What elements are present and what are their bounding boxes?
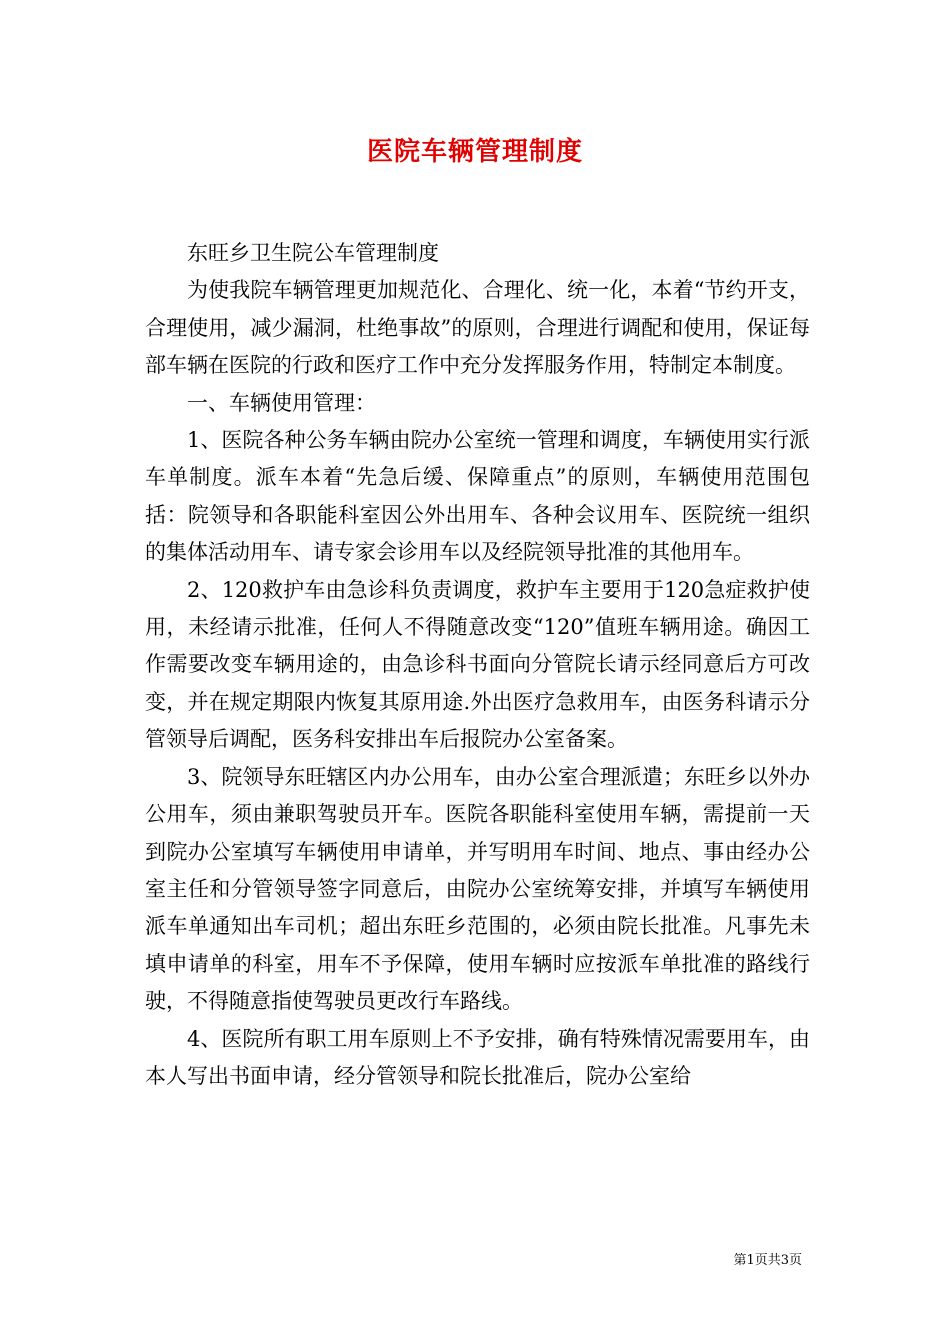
paragraph-item-2: 2、120救护车由急诊科负责调度，救护车主要用于120急症救护使用，未经请示批准，任何人不得随意改变“120”值班车辆用途。确因工作需要改变车辆用途的，由急诊科书面向分管院长请示经同意后方可改变，并在规定期限内恢复其原用途.外出医疗急救用车，由医务科请示分管领导后调配，医务科安排出车后报院办公室备案。	[145, 577, 810, 752]
document-title: 医院车辆管理制度	[366, 137, 583, 167]
paragraph-item-1: 1、医院各种公务车辆由院办公室统一管理和调度，车辆使用实行派车单制度。派车本着“先急后缓、保障重点”的原则，车辆使用范围包括：院领导和各职能科室因公外出用车、各种会议用车、医院统一组织的集体活动用车、请专家会诊用车以及经院领导批准的其他用车。	[145, 428, 810, 565]
section-heading: 一、车辆使用管理：	[187, 390, 376, 415]
document-body	[145, 235, 810, 1095]
paragraph-item-3: 3、院领导东旺辖区内办公用车，由办公室合理派遣；东旺乡以外办公用车，须由兼职驾驶员开车。医院各职能科室使用车辆，需提前一天到院办公室填写车辆使用申请单，并写明用车时间、地点、事由经办公室主任和分管领导签字同意后，由院办公室统筹安排，并填写车辆使用派车单通知出车司机；超出东旺乡范围的，必须由院长批准。凡事先未填申请单的科室，用车不予保障，使用车辆时应按派车单批准的路线行驶，不得随意指使驾驶员更改行车路线。	[145, 764, 810, 1014]
document-subtitle: 东旺乡卫生院公车管理制度	[187, 241, 439, 265]
paragraph-intro: 为使我院车辆管理更加规范化、合理化、统一化，本着“节约开支，合理使用，减少漏洞，杜绝事故”的原则，合理进行调配和使用，保证每部车辆在医院的行政和医疗工作中充分发挥服务作用，特制定本制度。	[145, 278, 810, 378]
paragraph-item-4: 4、医院所有职工用车原则上不予安排，确有特殊情况需要用车，由本人写出书面申请，经分管领导和院长批准后，院办公室给	[145, 1026, 810, 1088]
page-number: 第1页共3页	[733, 1253, 802, 1268]
